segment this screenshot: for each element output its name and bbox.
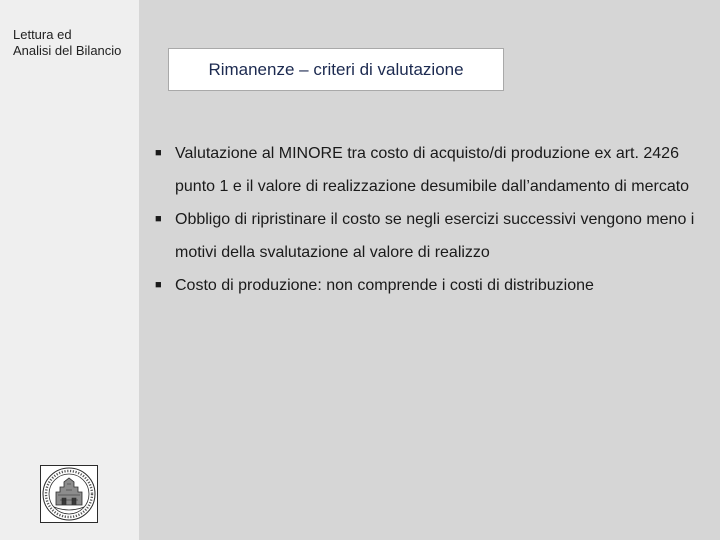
sidebar <box>0 0 139 540</box>
bullet-item <box>155 137 715 203</box>
course-title-line-2: Analisi del Bilancio <box>13 43 122 58</box>
square-bullet-icon: ■ <box>155 279 162 291</box>
bullet-list <box>155 137 715 302</box>
square-bullet-icon: ■ <box>155 213 162 225</box>
bullet-text: Costo di produzione: non comprende i costi di distribuzione <box>175 277 594 294</box>
square-bullet-icon: ■ <box>155 147 162 159</box>
course-title <box>13 27 121 59</box>
bullet-text: Obbligo di ripristinare il costo se negli esercizi successivi vengono meno i motivi della svalutazione al valore di realizzo <box>175 211 695 261</box>
slide-title: Rimanenze – criteri di valutazione <box>208 59 464 79</box>
course-title-line-1: Lettura ed <box>13 27 72 42</box>
bullet-item <box>155 269 715 302</box>
slide-title-box <box>168 48 504 91</box>
university-seal-icon <box>40 465 98 523</box>
bullet-item <box>155 203 715 269</box>
bullet-text: Valutazione al MINORE tra costo di acquisto/di produzione ex art. 2426 punto 1 e il valore di realizzazione desumibile dall’andamento di mercato <box>175 145 690 195</box>
